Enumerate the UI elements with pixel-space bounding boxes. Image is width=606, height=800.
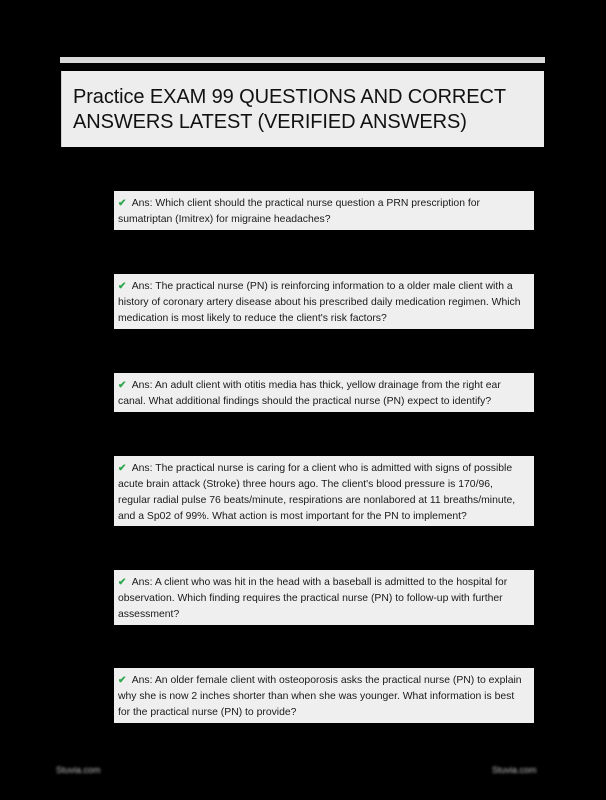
- question-prefix: Ans:: [131, 281, 153, 292]
- title-panel: [61, 71, 544, 147]
- check-icon: ✔: [118, 463, 127, 474]
- footer-right-watermark: Stuvia.com: [492, 765, 537, 775]
- check-icon: ✔: [118, 380, 127, 391]
- top-divider: [60, 57, 545, 63]
- question-prefix: Ans:: [131, 198, 153, 209]
- question-prefix: Ans:: [131, 463, 153, 474]
- question-prefix: Ans:: [131, 577, 153, 588]
- question-text: An older female client with osteoporosis asks the practical nurse (PN) to explain why she is now 2 inches shorter than when she was younger. What information is best for the practical nurse (PN) to provide?: [118, 675, 522, 718]
- page-title: Practice EXAM 99 QUESTIONS AND CORRECT ANSWERS LATEST (VERIFIED ANSWERS): [73, 86, 506, 133]
- question-block-4: [114, 456, 534, 526]
- question-text: The practical nurse is caring for a client who is admitted with signs of possible acute brain attack (Stroke) three hours ago. The client's blood pressure is 170/96, regular radial pulse 76 beats/minute, respirations are nonlabored at 11 breaths/minute, and a Sp02 of 99%. What action is most important for the PN to implement?: [118, 463, 516, 522]
- question-text: The practical nurse (PN) is reinforcing information to a older male client with a history of coronary artery disease about his prescribed daily medication regimen. Which medication is most likely to reduce the client's risk factors?: [118, 281, 521, 324]
- question-block-5: [114, 570, 534, 625]
- question-prefix: Ans:: [131, 675, 153, 686]
- question-text: Which client should the practical nurse question a PRN prescription for sumatriptan (Imitrex) for migraine headaches?: [118, 198, 480, 225]
- check-icon: ✔: [118, 675, 127, 686]
- check-icon: ✔: [118, 577, 127, 588]
- question-prefix: Ans:: [131, 380, 153, 391]
- question-text: An adult client with otitis media has thick, yellow drainage from the right ear canal. What additional findings should the practical nurse (PN) expect to identify?: [118, 380, 501, 407]
- question-block-2: [114, 274, 534, 329]
- question-block-1: [114, 191, 534, 230]
- check-icon: ✔: [118, 281, 127, 292]
- footer-left-watermark: Stuvia.com: [56, 765, 101, 775]
- question-block-6: [114, 668, 534, 723]
- check-icon: ✔: [118, 198, 127, 209]
- question-block-3: [114, 373, 534, 412]
- question-text: A client who was hit in the head with a baseball is admitted to the hospital for observation. Which finding requires the practical nurse (PN) to follow-up with further assessment?: [118, 577, 508, 620]
